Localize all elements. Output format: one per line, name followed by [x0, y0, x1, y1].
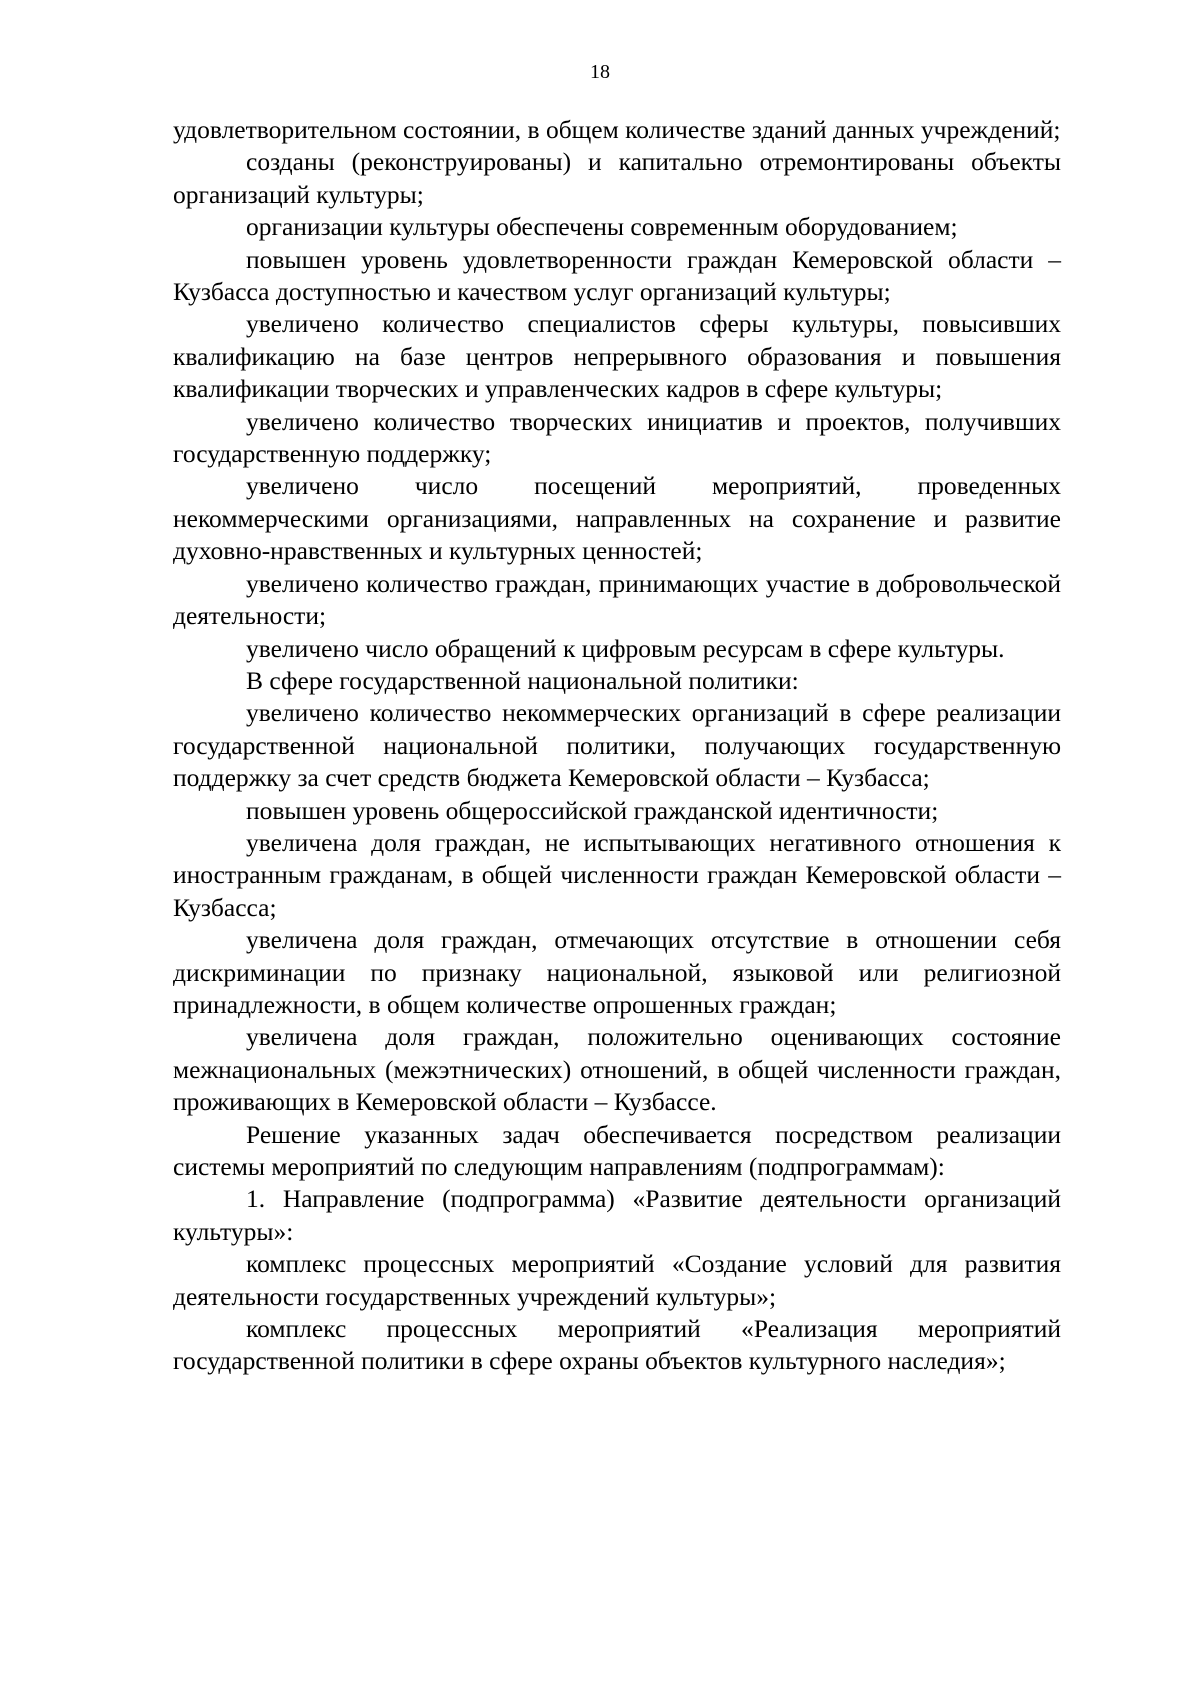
paragraph: комплекс процессных мероприятий «Создание условий для развития деятельности государственных учреждений культуры»;	[173, 1249, 1061, 1311]
paragraph: Решение указанных задач обеспечивается посредством реализации системы мероприятий по следующим направлениям (подпрограммам):	[173, 1119, 1061, 1181]
paragraph: увеличена доля граждан, положительно оценивающих состояние межнациональных (межэтнических) отношений, в общей численности граждан, проживающих в Кемеровской области – Кузбассе.	[173, 1022, 1061, 1117]
paragraph: повышен уровень удовлетворенности граждан Кемеровской области – Кузбасса доступностью и качеством услуг организаций культуры;	[173, 244, 1061, 307]
paragraph: увеличено число посещений мероприятий, проведенных некоммерческими организациями, направленных на сохранение и развитие духовно-нравственных и культурных ценностей;	[173, 471, 1061, 566]
paragraph: организации культуры обеспечены современным оборудованием;	[246, 212, 958, 242]
page-number: 18	[590, 61, 610, 83]
section-heading: В сфере государственной национальной политики:	[246, 665, 799, 695]
paragraph: увеличено количество творческих инициатив и проектов, получивших государственную поддержку;	[173, 406, 1061, 469]
paragraph: увеличена доля граждан, отмечающих отсутствие в отношении себя дискриминации по признаку национальной, языковой или религиозной принадлежности, в общем количестве опрошенных граждан;	[173, 925, 1061, 1019]
paragraph: увеличено число обращений к цифровым ресурсам в сфере культуры.	[246, 633, 1005, 663]
paragraph: созданы (реконструированы) и капитально отремонтированы объекты организаций культуры;	[173, 147, 1061, 209]
paragraph: увеличено количество некоммерческих организаций в сфере реализации государственной национальной политики, получающих государственную поддержку за счет средств бюджета Кемеровской области – Кузбасса;	[173, 698, 1061, 793]
subprogram-heading: 1. Направление (подпрограмма) «Развитие деятельности организаций культуры»:	[173, 1184, 1061, 1246]
paragraph: удовлетворительном состоянии, в общем количестве зданий данных учреждений;	[173, 115, 1061, 144]
document-body	[173, 114, 1061, 1378]
paragraph: комплекс процессных мероприятий «Реализация мероприятий государственной политики в сфере охраны объектов культурного наследия»;	[173, 1314, 1061, 1376]
paragraph: увеличена доля граждан, не испытывающих негативного отношения к иностранным гражданам, в общей численности граждан Кемеровской области – Кузбасса;	[173, 827, 1061, 922]
paragraph: повышен уровень общероссийской гражданской идентичности;	[246, 795, 939, 825]
paragraph: увеличено количество специалистов сферы культуры, повысивших квалификацию на базе центров непрерывного образования и повышения квалификации творческих и управленческих кадров в сфере культуры;	[173, 309, 1061, 404]
paragraph: увеличено количество граждан, принимающих участие в добровольческой деятельности;	[173, 568, 1061, 631]
